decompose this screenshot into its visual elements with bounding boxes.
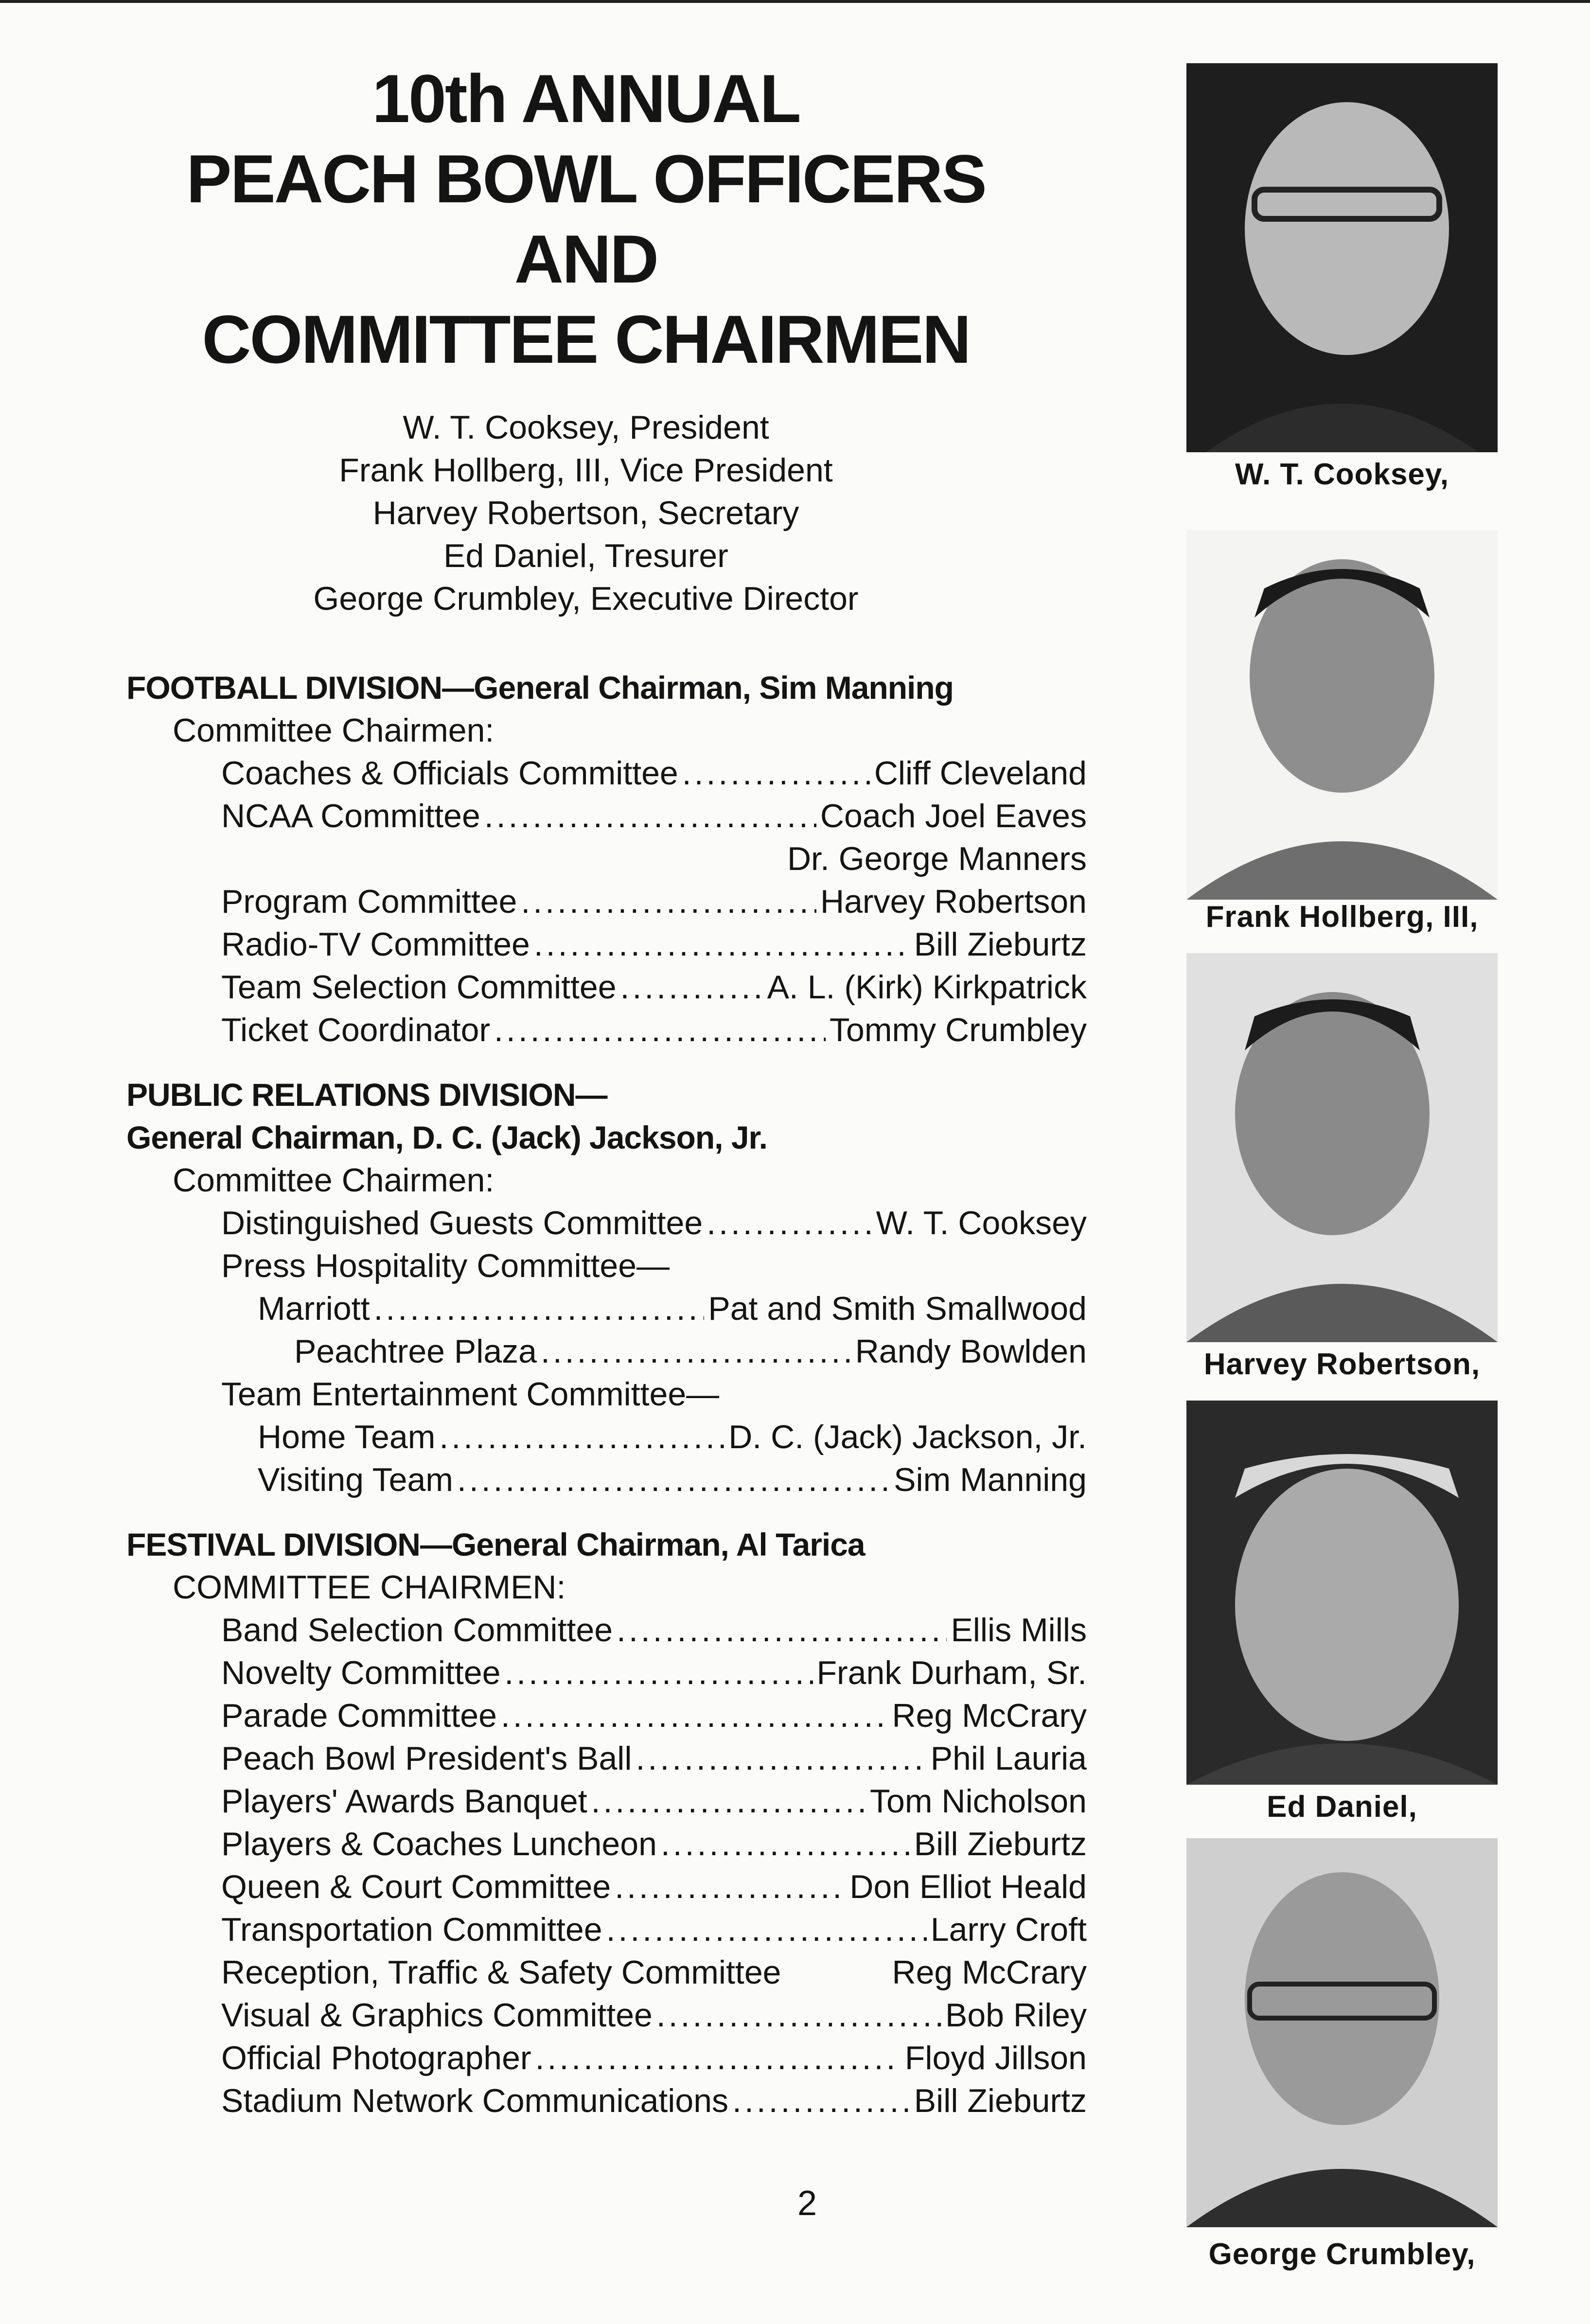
portrait-caption: Frank Hollberg, III, [1205, 900, 1479, 934]
chairman-name: Tom Nicholson [870, 1783, 1087, 1820]
officer-line: W. T. Cooksey, President [403, 409, 769, 446]
committee-name: Distinguished Guests Committee [221, 1205, 703, 1242]
committee-row [126, 966, 1087, 1009]
committee-row [126, 880, 1087, 923]
committee-name: Team Entertainment Committee— [221, 1376, 720, 1413]
committee-row [126, 1609, 1087, 1651]
chairman-name: Floyd Jillson [904, 2040, 1087, 2076]
chairman-name: Bob Riley [945, 1997, 1087, 2034]
committee-row [126, 1823, 1087, 1865]
committee-name: Radio-TV Committee [221, 926, 530, 963]
committee-row [126, 1009, 1087, 1051]
portrait-caption: W. T. Cooksey, [1235, 458, 1449, 491]
chairman-name: Coach Joel Eaves [820, 798, 1087, 834]
committee-name: Stadium Network Communications [221, 2082, 729, 2119]
committee-row [126, 1908, 1087, 1951]
committee-name: Ticket Coordinator [221, 1011, 491, 1048]
committee-row [126, 1780, 1087, 1823]
portrait-photo [1186, 1838, 1498, 2227]
chairman-name: W. T. Cooksey [876, 1205, 1087, 1242]
committee-row [126, 1865, 1087, 1908]
committee-name: Program Committee [221, 883, 517, 920]
committee-name: Visual & Graphics Committee [221, 1997, 653, 2034]
officer-line: Harvey Robertson, Secretary [372, 495, 799, 532]
committee-row [126, 1994, 1087, 2037]
committee-name: Marriott [258, 1290, 370, 1327]
title-line: AND [514, 221, 658, 297]
portrait-silhouette-icon [1186, 953, 1498, 1342]
committee-name: Home Team [258, 1419, 436, 1455]
committee-row [126, 1330, 1087, 1373]
chairman-name: Tommy Crumbley [830, 1011, 1087, 1048]
festival-division [126, 1523, 1099, 2122]
portrait-caption: George Crumbley, [1208, 2237, 1476, 2271]
chairman-name: A. L. (Kirk) Kirkpatrick [767, 969, 1087, 1006]
committee-name: Press Hospitality Committee— [221, 1247, 670, 1284]
chairman-name: Bill Zieburtz [914, 1826, 1087, 1863]
chairman-name: Harvey Robertson [820, 883, 1087, 920]
chairman-name: Reg McCrary [892, 1954, 1087, 1991]
committee-name: Players & Coaches Luncheon [221, 1826, 657, 1863]
chairman-name: Frank Durham, Sr. [816, 1654, 1087, 1691]
committee-name: Reception, Traffic & Safety Committee [221, 1954, 781, 1991]
portrait-silhouette-icon [1186, 1838, 1498, 2227]
committee-chairmen-label: COMMITTEE CHAIRMEN: [173, 1569, 566, 1606]
chairman-name: Larry Croft [930, 1911, 1087, 1948]
portrait-silhouette-icon [1186, 1401, 1498, 1785]
portrait-photo [1186, 63, 1498, 452]
chairman-name: Sim Manning [894, 1461, 1087, 1498]
chairman-name: Reg McCrary [892, 1697, 1087, 1734]
title-line: COMMITTEE CHAIRMEN [202, 301, 970, 377]
committee-row [126, 752, 1087, 795]
division-heading: PUBLIC RELATIONS DIVISION— [126, 1077, 607, 1113]
committee-row [126, 1287, 1087, 1330]
top-rule [0, 0, 1590, 3]
portrait-caption: Harvey Robertson, [1203, 1348, 1481, 1381]
committee-name: Parade Committee [221, 1697, 497, 1734]
committee-row [126, 1202, 1087, 1244]
division-heading: FOOTBALL DIVISION—General Chairman, Sim Manning [126, 670, 954, 706]
committee-row [126, 923, 1087, 966]
page-number: 2 [797, 2184, 817, 2223]
committee-row [126, 2037, 1087, 2079]
committee-row [126, 1416, 1087, 1458]
portrait-photo [1186, 530, 1498, 900]
portrait-caption: Ed Daniel, [1267, 1790, 1417, 1824]
division-heading: FESTIVAL DIVISION—General Chairman, Al Tarica [126, 1526, 865, 1562]
committee-name: Queen & Court Committee [221, 1868, 611, 1905]
committee-name: Peach Bowl President's Ball [221, 1740, 632, 1777]
portrait-photo [1186, 1401, 1498, 1785]
committee-chairmen-label: Committee Chairmen: [173, 1162, 495, 1199]
committee-name: Novelty Committee [221, 1654, 501, 1691]
officer-line: George Crumbley, Executive Director [313, 580, 859, 617]
committee-name: Official Photographer [221, 2040, 531, 2076]
committee-name: Band Selection Committee [221, 1612, 613, 1649]
committee-name: Transportation Committee [221, 1911, 602, 1948]
committee-name: Coaches & Officials Committee [221, 755, 678, 792]
public-relations-division [126, 1073, 1099, 1501]
chairman-name: Don Elliot Heald [849, 1868, 1087, 1905]
chairman-name: Randy Bowlden [855, 1333, 1087, 1370]
portrait-photo [1186, 953, 1498, 1342]
chairman-name: Pat and Smith Smallwood [708, 1290, 1087, 1327]
portrait-silhouette-icon [1186, 530, 1498, 900]
title-line: 10th ANNUAL [372, 60, 800, 137]
chairman-name: Bill Zieburtz [914, 926, 1087, 963]
committee-row [126, 1651, 1087, 1694]
chairman-name: Bill Zieburtz [914, 2082, 1087, 2119]
committee-name: Visiting Team [258, 1461, 453, 1498]
page-title [126, 58, 1045, 379]
main-column [126, 58, 1099, 2122]
officers-list [126, 406, 1045, 620]
officer-line: Frank Hollberg, III, Vice President [339, 452, 833, 489]
committee-name: NCAA Committee [221, 798, 480, 834]
football-division [126, 666, 1099, 1051]
officer-line: Ed Daniel, Tresurer [443, 537, 728, 574]
committee-row [126, 1737, 1087, 1780]
committee-name: Players' Awards Banquet [221, 1783, 587, 1820]
chairman-name: Ellis Mills [951, 1612, 1087, 1649]
chairman-name: D. C. (Jack) Jackson, Jr. [728, 1419, 1087, 1455]
chairman-name: Dr. George Manners [787, 840, 1087, 877]
committee-row [126, 1951, 1087, 1994]
committee-row [126, 1458, 1087, 1501]
chairman-name: Phil Lauria [930, 1740, 1087, 1777]
title-line: PEACH BOWL OFFICERS [186, 141, 986, 217]
committee-row [126, 2079, 1087, 2122]
committee-row [126, 795, 1087, 837]
committee-row [126, 1694, 1087, 1737]
chairman-name: Cliff Cleveland [874, 755, 1087, 792]
division-heading: General Chairman, D. C. (Jack) Jackson, Jr. [126, 1119, 767, 1155]
committee-chairmen-label: Committee Chairmen: [173, 712, 495, 749]
committee-name: Team Selection Committee [221, 969, 617, 1006]
portrait-silhouette-icon [1186, 63, 1498, 452]
committee-name: Peachtree Plaza [294, 1333, 537, 1370]
